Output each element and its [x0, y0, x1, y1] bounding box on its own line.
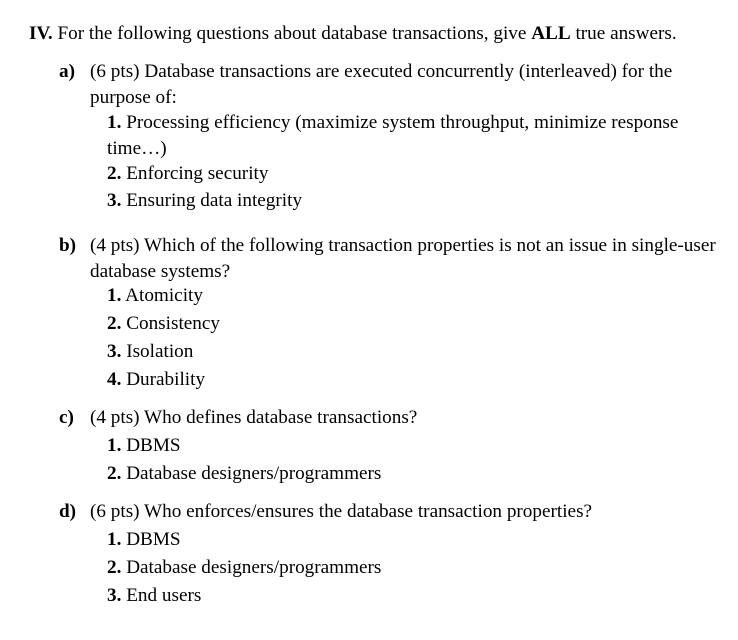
question-d-text: (6 pts) Who enforces/ensures the database transaction properties? [90, 501, 593, 522]
question-b-option-4: 4. Durability [107, 369, 206, 390]
question-c-option-1: 1. DBMS [107, 435, 181, 456]
section-instruction-start: For the following questions about database transactions, give [57, 23, 527, 44]
question-b-option-2: 2. Consistency [107, 313, 220, 334]
question-d-label: d) [59, 501, 77, 522]
section-instruction-emphasis: ALL [531, 23, 571, 44]
question-a-option-2: 2. Enforcing security [107, 163, 269, 184]
question-c-option-2: 2. Database designers/programmers [107, 463, 382, 484]
question-a-text: (6 pts) Database transactions are executed concurrently (interleaved) for the purpose of: [90, 61, 673, 108]
question-a-option-1: 1. Processing efficiency (maximize system throughput, minimize response time…) [107, 112, 679, 159]
question-a-label: a) [59, 61, 75, 82]
question-d-option-1: 1. DBMS [107, 529, 181, 550]
section-number: IV. [29, 23, 53, 44]
question-c-label: c) [59, 407, 74, 428]
question-b-label: b) [59, 235, 77, 256]
section-header [29, 21, 677, 47]
question-d-option-3: 3. End users [107, 585, 202, 606]
question-b-text: (4 pts) Which of the following transaction properties is not an issue in single-user database systems? [90, 235, 716, 282]
question-d-option-2: 2. Database designers/programmers [107, 557, 382, 578]
question-b-option-1: 1. Atomicity [107, 285, 203, 306]
section-instruction-end: true answers. [575, 23, 677, 44]
question-c-text: (4 pts) Who defines database transactions? [90, 407, 418, 428]
question-b-option-3: 3. Isolation [107, 341, 194, 362]
question-a-option-3: 3. Ensuring data integrity [107, 190, 303, 211]
